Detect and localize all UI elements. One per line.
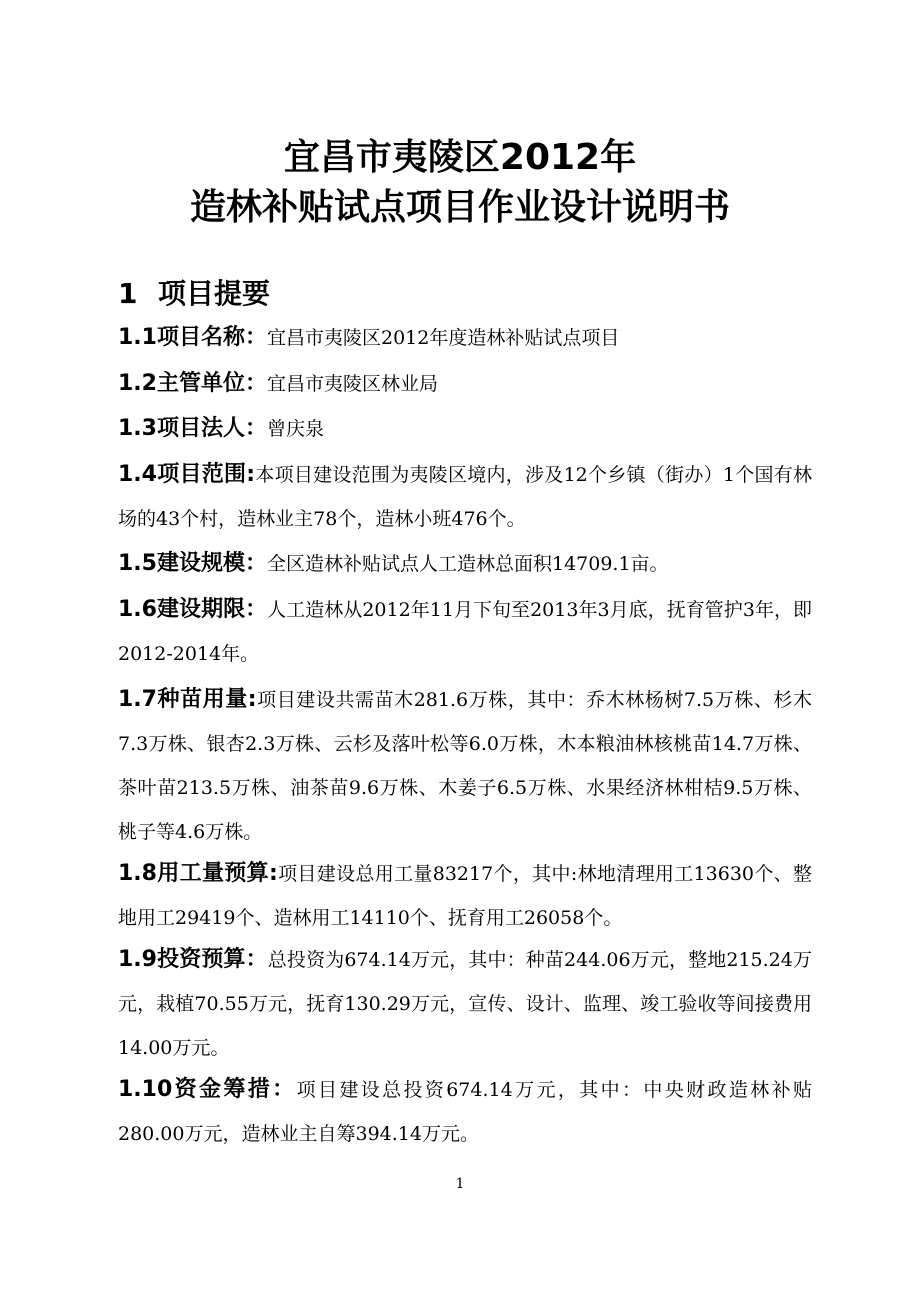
item-label: 1.10资金筹措： <box>118 1077 297 1102</box>
item-label: 1.8用工量预算: <box>118 861 278 886</box>
item-text: 总投资为674.14万元，其中：种苗244.06万元，整地215.24万元，栽植70.55万元，抚育130.29万元，宣传、设计、监理、竣工验收等间接费用14.00万元。 <box>118 949 812 1059</box>
item-authority <box>118 362 812 406</box>
item-funding <box>118 1068 812 1156</box>
item-text: 本项目建设范围为夷陵区境内，涉及12个乡镇（街办）1个国有林场的43个村，造林业主78个，造林小班476个。 <box>118 464 812 530</box>
item-scope <box>118 453 812 541</box>
item-label: 1.4项目范围: <box>118 462 256 487</box>
document-title-line-1: 宜昌市夷陵区2012年 <box>283 137 637 178</box>
item-seedlings <box>118 678 812 854</box>
item-label: 1.3项目法人： <box>118 416 267 441</box>
item-text: 项目建设总用工量83217个，其中:林地清理用工13630个、整地用工29419个、造林用工14110个、抚育用工26058个。 <box>118 863 812 929</box>
item-label: 1.7种苗用量: <box>118 687 257 712</box>
item-legal-person <box>118 407 812 451</box>
item-text: 项目建设总投资674.14万元，其中：中央财政造林补贴280.00万元，造林业主自筹394.14万元。 <box>118 1079 813 1145</box>
item-text: 项目建设共需苗木281.6万株，其中：乔木林杨树7.5万株、杉木7.3万株、银杏2.3万株、云杉及落叶松等6.0万株，木本粮油林核桃苗14.7万株、茶叶苗213.5万株、油茶苗9.6万株、木姜子6.5万株、水果经济林柑桔9.5万株、桃子等4.6万株。 <box>118 689 812 843</box>
item-investment <box>118 938 812 1070</box>
item-text: 曾庆泉 <box>266 418 324 440</box>
section-heading <box>118 276 270 312</box>
item-text: 宜昌市夷陵区2012年度造林补贴试点项目 <box>266 327 620 349</box>
item-scale <box>118 542 812 586</box>
item-text: 全区造林补贴试点人工造林总面积14709.1亩。 <box>266 553 669 575</box>
item-label: 1.6建设期限： <box>118 597 268 622</box>
item-text: 人工造林从2012年11月下旬至2013年3月底，抚育管护3年，即2012-2014年。 <box>118 599 813 665</box>
item-label: 1.5建设规模： <box>118 551 267 576</box>
section-title: 项目提要 <box>158 277 271 310</box>
item-period <box>118 588 812 676</box>
item-labor <box>118 852 812 940</box>
item-label: 1.2主管单位： <box>118 371 267 396</box>
document-title-line-2: 造林补贴试点项目作业设计说明书 <box>189 187 730 228</box>
item-text: 宜昌市夷陵区林业局 <box>266 373 438 395</box>
item-label: 1.9投资预算： <box>118 947 268 972</box>
item-project-name <box>118 316 812 360</box>
item-label: 1.1项目名称： <box>118 325 267 350</box>
section-number: 1 <box>118 277 138 310</box>
page-number: 1 <box>455 1176 465 1192</box>
